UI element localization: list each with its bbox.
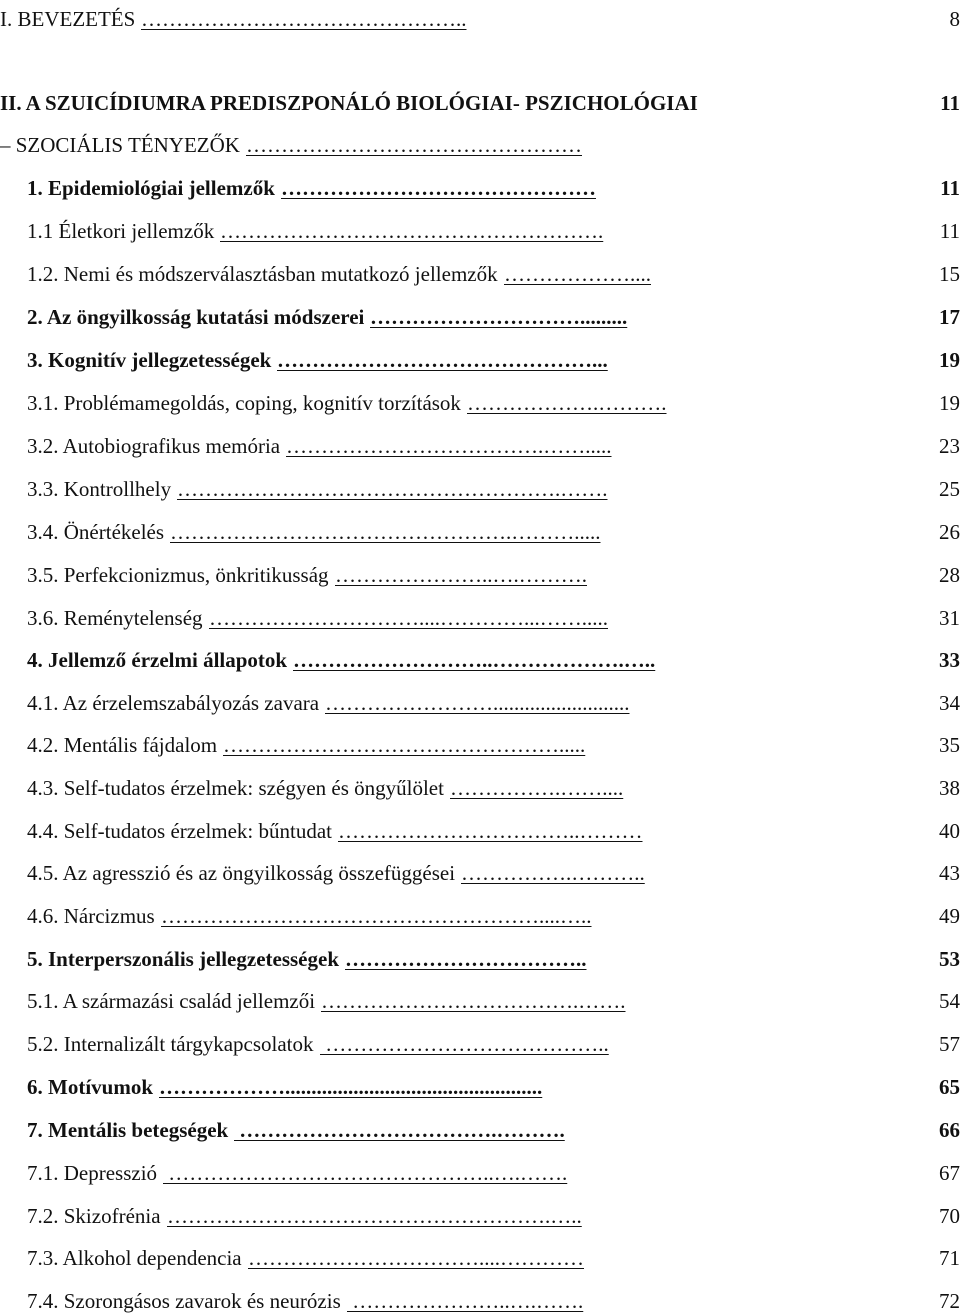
toc-entry[interactable] bbox=[0, 944, 960, 974]
toc-entry-page-number: 38 bbox=[939, 773, 960, 803]
toc-entry-page-number: 40 bbox=[939, 816, 960, 846]
toc-entry-leader: ……………………………….……. bbox=[321, 986, 908, 1016]
toc-entry[interactable] bbox=[0, 517, 960, 547]
toc-entry-page-number: 17 bbox=[939, 302, 960, 332]
toc-entry[interactable] bbox=[0, 816, 960, 846]
toc-entry-leader: ……………………………….……..... bbox=[286, 431, 908, 461]
toc-entry-leader: ……………………………….………. bbox=[234, 1115, 908, 1145]
toc-entry-title: 3.4. Önértékelés bbox=[27, 517, 164, 547]
toc-entry-page-number: 26 bbox=[939, 517, 960, 547]
toc-entry-leader: ………………................................................. bbox=[159, 1072, 908, 1102]
toc-entry-title: 6. Motívumok bbox=[27, 1072, 153, 1102]
toc-entry[interactable] bbox=[0, 986, 960, 1016]
toc-entry-title: 3.2. Autobiografikus memória bbox=[27, 431, 280, 461]
toc-entry-page-number: 49 bbox=[939, 901, 960, 931]
toc-entry-page-number: 28 bbox=[939, 560, 960, 590]
toc-entry-page-number: 31 bbox=[939, 603, 960, 633]
toc-entry[interactable] bbox=[0, 858, 960, 888]
toc-entry-leader: ………………………………………….………..... bbox=[170, 517, 908, 547]
toc-entry-leader: …………….…….... bbox=[450, 773, 908, 803]
toc-entry-title: 1.1 Életkori jellemzők bbox=[27, 216, 214, 246]
toc-entry[interactable] bbox=[0, 773, 960, 803]
toc-entry[interactable] bbox=[0, 173, 960, 203]
toc-entry[interactable] bbox=[0, 1201, 960, 1231]
toc-entry-leader: ……………………………………… bbox=[281, 173, 908, 203]
toc-entry-leader: ………………………………………………....….. bbox=[161, 901, 908, 931]
toc-entry-page-number: 35 bbox=[939, 730, 960, 760]
toc-entry-title: 3.6. Reménytelenség bbox=[27, 603, 203, 633]
toc-entry-title: 4.1. Az érzelemszabályozás zavara bbox=[27, 688, 319, 718]
toc-entry-page-number: 8 bbox=[950, 4, 960, 34]
toc-entry-page-number: 23 bbox=[939, 431, 960, 461]
toc-entry[interactable] bbox=[0, 388, 960, 418]
toc-entry-leader: ………………………..……………….….. bbox=[293, 645, 908, 675]
toc-entry-title: 3.3. Kontrollhely bbox=[27, 474, 171, 504]
toc-entry-leader: ……………………………………………….….. bbox=[167, 1201, 908, 1231]
toc-entry-page-number: 71 bbox=[939, 1243, 960, 1273]
toc-entry-title: 4.4. Self-tudatos érzelmek: bűntudat bbox=[27, 816, 332, 846]
toc-entry[interactable] bbox=[0, 259, 960, 289]
toc-entry-page-number: 15 bbox=[939, 259, 960, 289]
toc-entry[interactable] bbox=[0, 645, 960, 675]
toc-entry-page-number: 53 bbox=[939, 944, 960, 974]
toc-entry-leader: …………………………....…………...……..... bbox=[209, 603, 908, 633]
toc-entry-title: 7.2. Skizofrénia bbox=[27, 1201, 161, 1231]
toc-entry-page-number: 54 bbox=[939, 986, 960, 1016]
toc-entry-title: 5.1. A származási család jellemzői bbox=[27, 986, 315, 1016]
toc-entry-page-number: 19 bbox=[939, 345, 960, 375]
toc-entry-title: 4. Jellemző érzelmi állapotok bbox=[27, 645, 287, 675]
toc-entry-leader: ………………………………………..….……. bbox=[163, 1158, 908, 1188]
toc-entry-title: 2. Az öngyilkosság kutatási módszerei bbox=[27, 302, 364, 332]
toc-entry-title: 4.6. Nárcizmus bbox=[27, 901, 155, 931]
toc-entry-page-number: 11 bbox=[940, 173, 960, 203]
toc-entry-leader: ………………………………….. bbox=[320, 1029, 908, 1059]
toc-entry-leader: ………………………………………………. bbox=[220, 216, 908, 246]
toc-entry-title: 3. Kognitív jellegzetességek bbox=[27, 345, 271, 375]
toc-entry[interactable] bbox=[0, 1158, 960, 1188]
toc-entry-leader: …………….……….. bbox=[461, 858, 908, 888]
toc-entry-leader: …………………………….. bbox=[345, 944, 908, 974]
toc-entry-page-number: 33 bbox=[939, 645, 960, 675]
toc-entry-title: 4.3. Self-tudatos érzelmek: szégyen és öngyűlölet bbox=[27, 773, 444, 803]
toc-entry-title: 4.2. Mentális fájdalom bbox=[27, 730, 217, 760]
toc-entry[interactable] bbox=[0, 730, 960, 760]
toc-entry[interactable] bbox=[0, 474, 960, 504]
toc-entry-page-number: 11 bbox=[940, 88, 960, 118]
toc-entry[interactable] bbox=[0, 130, 960, 160]
toc-entry-title: 5.2. Internalizált tárgykapcsolatok bbox=[27, 1029, 314, 1059]
toc-entry-title: 7.4. Szorongásos zavarok és neurózis bbox=[27, 1286, 341, 1316]
toc-entry-title: – SZOCIÁLIS TÉNYEZŐK bbox=[0, 130, 240, 160]
toc-entry[interactable] bbox=[0, 1072, 960, 1102]
toc-entry-title: 7. Mentális betegségek bbox=[27, 1115, 228, 1145]
toc-entry[interactable] bbox=[0, 302, 960, 332]
toc-entry-title: 1.2. Nemi és módszerválasztásban mutatkozó jellemzők bbox=[27, 259, 498, 289]
toc-entry-leader: ……………………………..……… bbox=[338, 816, 908, 846]
toc-entry-title: I. BEVEZETÉS bbox=[0, 4, 135, 34]
toc-entry-leader: ………………………………………… bbox=[246, 130, 908, 160]
toc-entry[interactable] bbox=[0, 431, 960, 461]
toc-entry-page-number: 57 bbox=[939, 1029, 960, 1059]
toc-entry-leader: ……………………………………………….……. bbox=[177, 474, 908, 504]
toc-entry-leader: …………………..….……. bbox=[347, 1286, 908, 1316]
toc-entry-page-number: 65 bbox=[939, 1072, 960, 1102]
toc-entry-page-number: 25 bbox=[939, 474, 960, 504]
toc-entry[interactable] bbox=[0, 901, 960, 931]
toc-entry[interactable] bbox=[0, 345, 960, 375]
toc-entry-leader: ……………….... bbox=[504, 259, 908, 289]
toc-entry-title: 3.5. Perfekcionizmus, önkritikusság bbox=[27, 560, 329, 590]
toc-entry-leader: …………………………………………..... bbox=[223, 730, 908, 760]
toc-entry[interactable] bbox=[0, 1029, 960, 1059]
toc-entry[interactable] bbox=[0, 4, 960, 34]
toc-entry-page-number: 67 bbox=[939, 1158, 960, 1188]
toc-entry[interactable] bbox=[0, 1286, 960, 1316]
toc-entry-leader: ……………………………....………… bbox=[248, 1243, 908, 1273]
toc-entry-leader: ……………………………………….. bbox=[141, 4, 908, 34]
toc-entry[interactable] bbox=[0, 1243, 960, 1273]
toc-entry[interactable] bbox=[0, 560, 960, 590]
toc-entry-page-number: 72 bbox=[939, 1286, 960, 1316]
toc-entry[interactable] bbox=[0, 216, 960, 246]
toc-entry-title: 5. Interperszonális jellegzetességek bbox=[27, 944, 339, 974]
toc-entry[interactable] bbox=[0, 88, 960, 118]
toc-entry-page-number: 43 bbox=[939, 858, 960, 888]
toc-entry-title: 1. Epidemiológiai jellemzők bbox=[27, 173, 275, 203]
toc-entry-page-number: 70 bbox=[939, 1201, 960, 1231]
toc-entry-leader: ………………………………………... bbox=[277, 345, 908, 375]
toc-entry-leader: …………………..….………. bbox=[335, 560, 908, 590]
toc-entry-title: 3.1. Problémamegoldás, coping, kognitív torzítások bbox=[27, 388, 461, 418]
toc-entry-leader: ……………….………. bbox=[467, 388, 908, 418]
toc-entry[interactable] bbox=[0, 688, 960, 718]
toc-entry-title: 4.5. Az agresszió és az öngyilkosság összefüggései bbox=[27, 858, 455, 888]
toc-entry-page-number: 66 bbox=[939, 1115, 960, 1145]
toc-entry-title: II. A SZUICÍDIUMRA PREDISZPONÁLÓ BIOLÓGIAI- PSZICHOLÓGIAI bbox=[0, 88, 698, 118]
toc-entry[interactable] bbox=[0, 1115, 960, 1145]
toc-entry-title: 7.1. Depresszió bbox=[27, 1158, 157, 1188]
toc-entry-page-number: 11 bbox=[940, 216, 960, 246]
toc-entry-leader: …………………….......................... bbox=[325, 688, 908, 718]
toc-entry-leader: …………………………......... bbox=[370, 302, 908, 332]
toc-entry-page-number: 34 bbox=[939, 688, 960, 718]
toc-entry[interactable] bbox=[0, 603, 960, 633]
toc-entry-page-number: 19 bbox=[939, 388, 960, 418]
toc-entry-title: 7.3. Alkohol dependencia bbox=[27, 1243, 242, 1273]
